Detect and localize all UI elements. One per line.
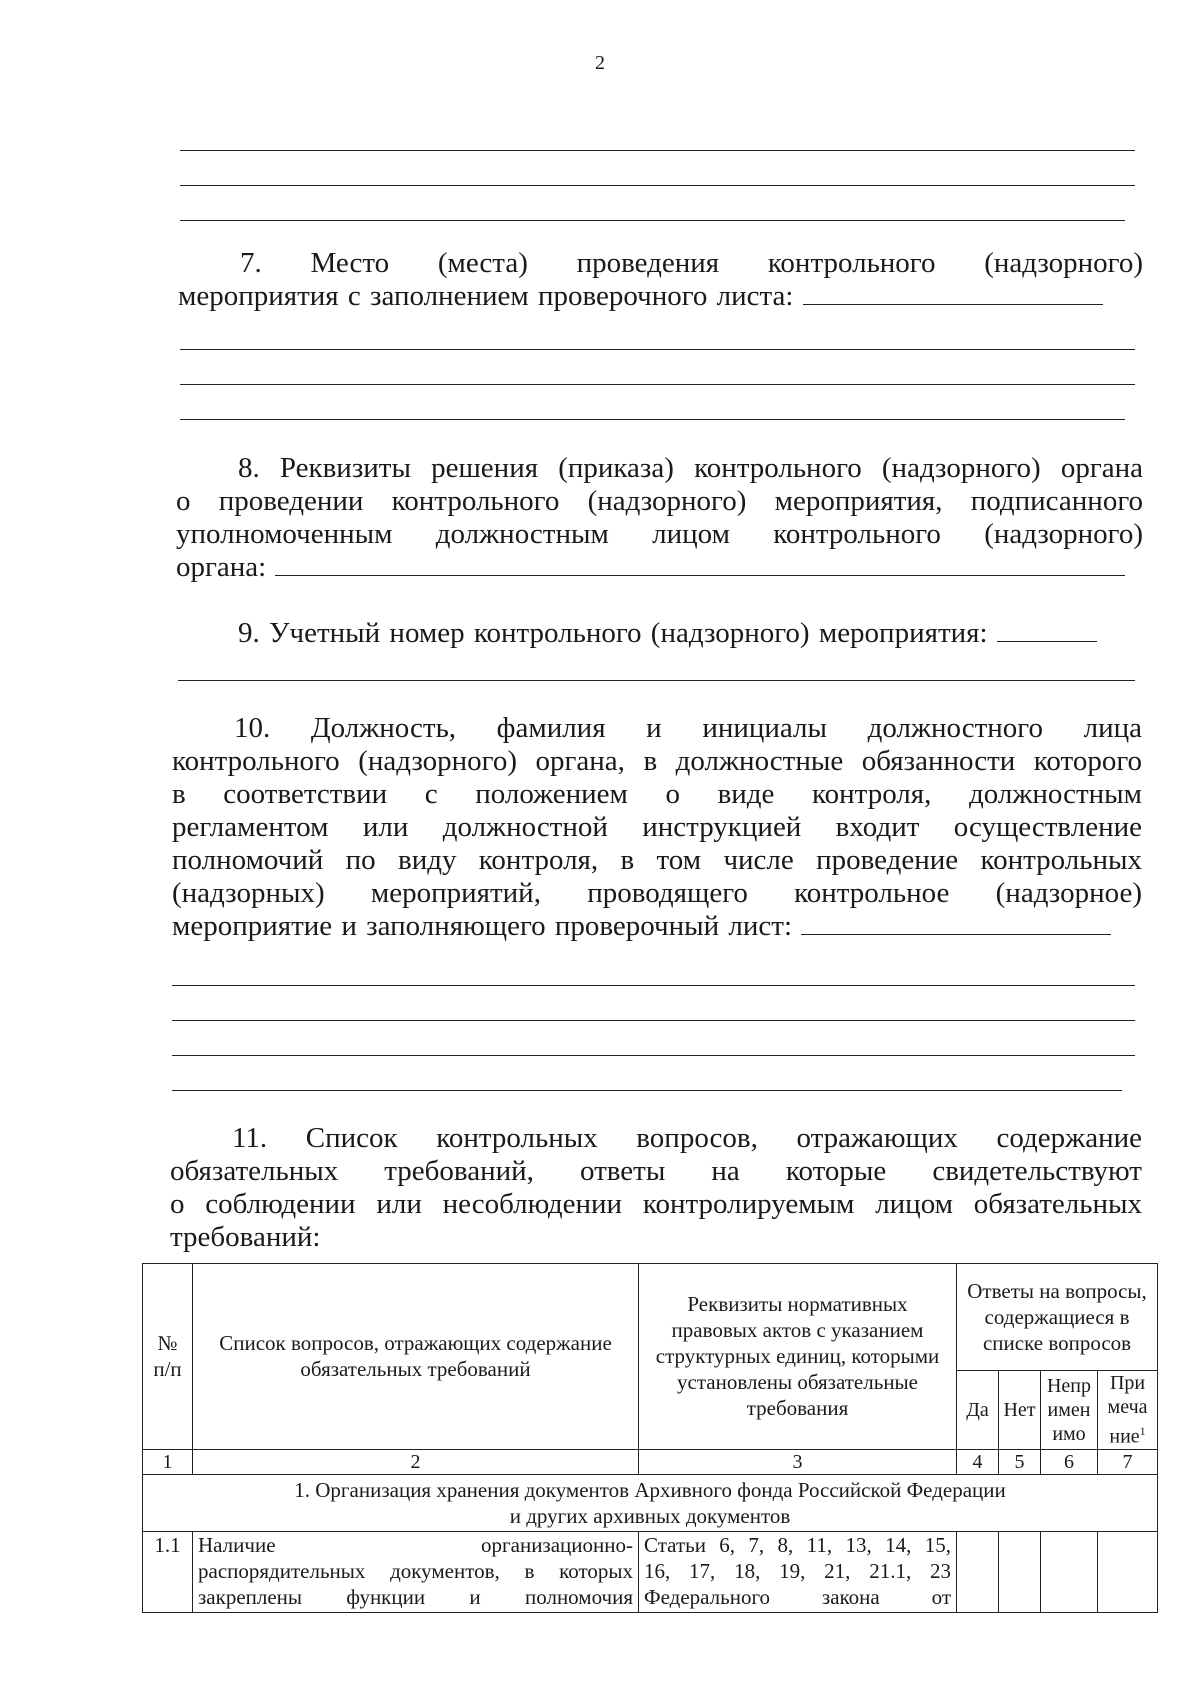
section-9-record-number	[176, 617, 1143, 650]
row-question-line: распорядительных документов, в которых	[198, 1558, 633, 1583]
section-9-line-1: 9. Учетный номер контрольного (надзорного) мероприятия:	[176, 617, 1143, 650]
header-questions: Список вопросов, отражающих содержание обязательных требований	[193, 1264, 639, 1450]
blank-line[interactable]	[172, 1055, 1135, 1056]
table-row	[143, 1531, 1158, 1612]
header-num: № п/п	[143, 1264, 193, 1450]
section-8-line-1: 8. Реквизиты решения (приказа) контрольного (надзорного) органа	[238, 452, 1143, 484]
table-section-title	[143, 1474, 1158, 1531]
column-number: 4	[957, 1449, 999, 1474]
column-number: 2	[193, 1449, 639, 1474]
blank-line[interactable]	[180, 384, 1135, 385]
official-input-line[interactable]	[801, 912, 1111, 935]
record-number-input-line[interactable]	[997, 619, 1097, 642]
section-10-line-1: 10. Должность, фамилия и инициалы должностного лица	[234, 712, 1142, 744]
header-note	[1098, 1371, 1158, 1450]
section-10-official	[172, 712, 1142, 943]
section-7-place	[178, 247, 1143, 313]
section-10-line-5: полномочий по виду контроля, в том числе проведение контрольных	[172, 844, 1142, 876]
section-11-checklist-intro	[170, 1122, 1142, 1254]
footnote-mark: 1	[1139, 1424, 1146, 1438]
row-act-line: 16, 17, 18, 19, 21, 21.1, 23	[644, 1558, 951, 1583]
column-number-row	[143, 1449, 1158, 1474]
blank-line[interactable]	[172, 985, 1135, 986]
section-10-line-7: мероприятие и заполняющего проверочный лист:	[172, 910, 1142, 943]
section-10-line-3: в соответствии с положением о виде контроля, должностным	[172, 778, 1142, 810]
header-not-applicable	[1041, 1371, 1098, 1450]
answer-yes-cell[interactable]	[957, 1531, 999, 1612]
blank-line[interactable]	[172, 1090, 1122, 1091]
column-number: 6	[1041, 1449, 1098, 1474]
column-number: 5	[999, 1449, 1041, 1474]
section-8-line-3: уполномоченным должностным лицом контрольного (надзорного)	[176, 518, 1143, 550]
section-title-row	[143, 1474, 1158, 1531]
header-answers: Ответы на вопросы, содержащиеся в списке вопросов	[957, 1264, 1158, 1371]
blank-line[interactable]	[180, 419, 1125, 420]
header-note-part-3: ние	[1109, 1425, 1140, 1448]
section-7-line-2: мероприятия с заполнением проверочного листа:	[178, 280, 1143, 313]
blank-line[interactable]	[178, 680, 1135, 681]
column-number: 1	[143, 1449, 193, 1474]
blank-line[interactable]	[180, 349, 1135, 350]
answer-note-cell[interactable]	[1098, 1531, 1158, 1612]
header-acts: Реквизиты нормативных правовых актов с указанием структурных единиц, которыми установлены обязательные требования	[639, 1264, 957, 1450]
section-8-line-4: органа:	[176, 551, 1143, 584]
table-header-row	[143, 1264, 1158, 1371]
answer-no-cell[interactable]	[999, 1531, 1041, 1612]
section-10-line-6: (надзорных) мероприятий, проводящего контрольное (надзорное)	[172, 877, 1142, 909]
column-number: 3	[639, 1449, 957, 1474]
table-section-title-line-2: и других архивных документов	[509, 1503, 791, 1528]
section-10-line-2: контрольного (надзорного) органа, в должностные обязанности которого	[172, 745, 1142, 777]
row-act-line: Статьи 6, 7, 8, 11, 13, 14, 15,	[644, 1532, 951, 1557]
blank-line[interactable]	[180, 150, 1135, 151]
header-na-part-1: Непр	[1046, 1374, 1092, 1397]
header-note-part-1: При	[1109, 1372, 1146, 1394]
header-na-part-2: имен	[1047, 1398, 1091, 1421]
header-no: Нет	[999, 1371, 1041, 1450]
row-acts	[639, 1531, 957, 1612]
row-question-line: Наличие организационно-	[198, 1532, 633, 1557]
section-11-line-3: о соблюдении или несоблюдении контролируемым лицом обязательных	[170, 1188, 1142, 1220]
blank-line[interactable]	[172, 1020, 1135, 1021]
section-11-line-1: 11. Список контрольных вопросов, отражающих содержание	[232, 1122, 1142, 1154]
place-input-line[interactable]	[803, 282, 1103, 305]
blank-line[interactable]	[180, 220, 1125, 221]
checklist-table	[142, 1263, 1158, 1613]
row-question	[193, 1531, 639, 1612]
page-number: 2	[595, 52, 605, 74]
section-8-decision	[176, 452, 1143, 584]
header-yes: Да	[957, 1371, 999, 1450]
row-question-line: закреплены функции и полномочия	[198, 1584, 633, 1609]
header-na-part-3: имо	[1052, 1422, 1086, 1445]
row-number: 1.1	[143, 1531, 193, 1612]
column-number: 7	[1098, 1449, 1158, 1474]
section-8-line-2: о проведении контрольного (надзорного) мероприятия, подписанного	[176, 485, 1143, 517]
section-7-line-1: 7. Место (места) проведения контрольного (надзорного)	[240, 247, 1143, 279]
decision-input-line[interactable]	[275, 553, 1125, 576]
section-10-line-4: регламентом или должностной инструкцией входит осуществление	[172, 811, 1142, 843]
answer-na-cell[interactable]	[1041, 1531, 1098, 1612]
section-11-line-4: требований:	[170, 1221, 321, 1253]
blank-line[interactable]	[180, 185, 1135, 186]
row-act-line: Федерального закона от	[644, 1584, 951, 1609]
header-note-part-2: меча	[1107, 1396, 1148, 1418]
section-11-line-2: обязательных требований, ответы на которые свидетельствуют	[170, 1155, 1142, 1187]
table-section-title-line-1: 1. Организация хранения документов Архивного фонда Российской Федерации	[294, 1477, 1006, 1502]
